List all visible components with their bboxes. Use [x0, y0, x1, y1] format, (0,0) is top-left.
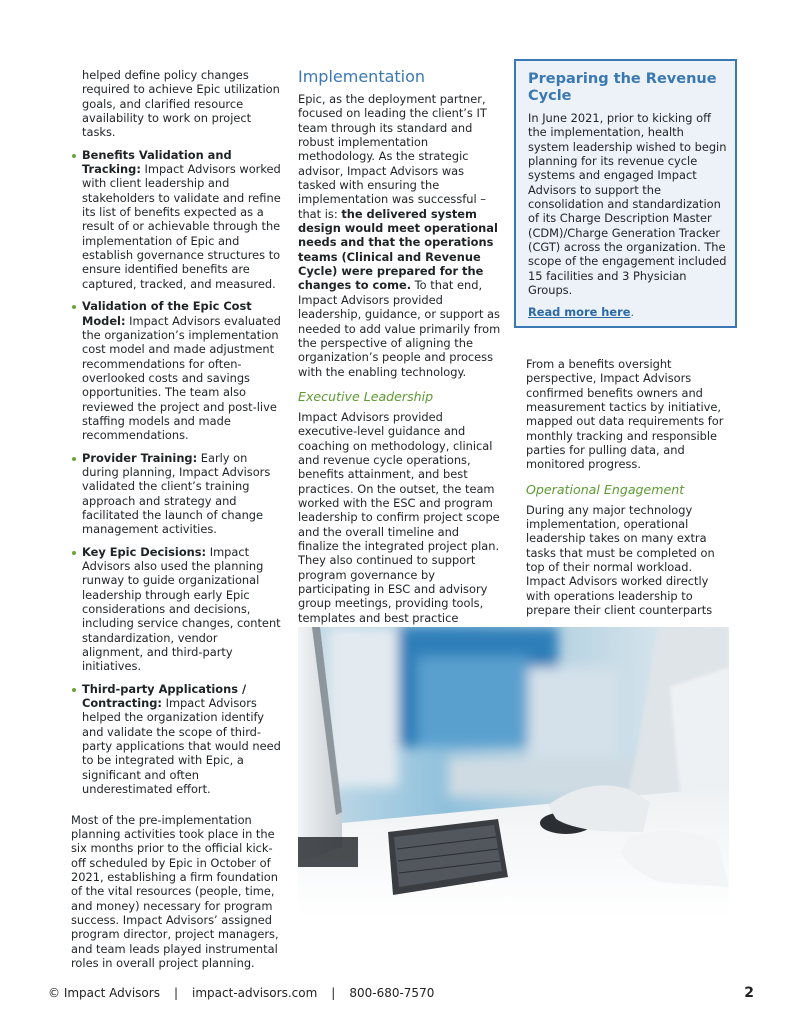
- operational-engagement-paragraph: During any major technology implementation, operational leadership takes on many extra tasks that must be completed on top of their normal workload. Impact Advisors worked directly with operations leadership to prepare their client counterparts: [526, 502, 715, 618]
- lab-computer-photo: [298, 627, 729, 917]
- page-number: 2: [744, 985, 754, 1001]
- benefits-oversight-paragraph: From a benefits oversight perspective, Impact Advisors confirmed benefits owners and measurement tactics by initiative, mapped out data requirements for monthly tracking and responsible parties for pulling data, and monitored progress.: [526, 357, 724, 472]
- right-column: [526, 357, 734, 618]
- footer-website: impact-advisors.com: [192, 986, 318, 1000]
- executive-leadership-paragraph: Impact Advisors provided executive-level guidance and coaching on methodology, clinical and revenue cycle operations, benefits attainment, and best practices. On the outset, the team worked with the ESC and program leadership to confirm project scope and the overall timeline and finalize the integrated project plan. They also continued to support program governance by participating in ESC and advisory group meetings, providing tools, templates and best practice: [298, 409, 500, 625]
- computer-keyboard-image: [298, 627, 729, 917]
- callout-title: Preparing the Revenue Cycle: [528, 71, 717, 104]
- read-more-link[interactable]: Read more here: [528, 305, 631, 320]
- implementation-heading: Implementation: [298, 67, 426, 86]
- footer-phone: 800-680-7570: [349, 986, 435, 1000]
- footer-separator: |: [331, 986, 336, 1000]
- footer-separator: |: [173, 986, 179, 1000]
- list-item: Key Epic Decisions: Impact Advisors also used the planning runway to guide organizational leadership through early Epic considerations and decisions, including service changes, content standardization, vendor alignment, and third-party initiatives.: [71, 545, 281, 674]
- revenue-cycle-callout: Preparing the Revenue Cycle In June 2021, prior to kicking off the implementation, health system leadership wished to begin planning for its revenue cycle systems and engaged Impact Advisors to support the consolidation and standardization of its Charge Description Master (CDM)/Charge Generation Tracker (CGT) across the organization. The scope of the engagement included 15 facilities and 3 Physician Groups. Read more here.: [514, 59, 737, 328]
- callout-body: In June 2021, prior to kicking off the implementation, health system leadership wished to begin planning for its revenue cycle systems and engaged Impact Advisors to support the consolidation and standardization of its Charge Description Master (CDM)/Charge Generation Tracker (CGT) across the organization. The scope of the engagement included 15 facilities and 3 Physician Groups.: [528, 111, 727, 298]
- closing-paragraph: Most of the pre-implementation planning activities took place in the six months prior to the official kick-off scheduled by Epic in October of 2021, establishing a firm foundation of the vital resources (people, time, and money) necessary for program success. Impact Advisors’ assigned program director, project managers, and team leads played instrumental roles in overall project planning.: [71, 812, 279, 970]
- list-item: Validation of the Epic Cost Model: Impact Advisors evaluated the organization’s implementation cost model and made adjustment recommendations for often-overlooked costs and savings opportunities. The team also reviewed the project and post-live staffing models and made recommendations.: [71, 299, 281, 442]
- footer-copyright: © Impact Advisors: [48, 986, 160, 1000]
- planning-activities-list: [71, 148, 281, 797]
- page-footer: [48, 985, 754, 1001]
- operational-engagement-heading: Operational Engagement: [526, 481, 685, 497]
- left-column: [71, 68, 281, 970]
- list-item: Third-party Applications / Contracting: Impact Advisors helped the organization identify and validate the scope of third-party applications that would need to be integrated with Epic, a significant and often underestimated effort.: [71, 682, 281, 797]
- middle-column: [298, 68, 503, 668]
- executive-leadership-heading: Executive Leadership: [298, 388, 434, 404]
- list-item: Provider Training: Early on during planning, Impact Advisors validated the client’s training approach and strategy and facilitated the launch of change management activities.: [71, 451, 281, 537]
- implementation-paragraph: Epic, as the deployment partner, focused on leading the client’s IT team through its standard and robust implementation methodology. As the strategic advisor, Impact Advisors was tasked with ensuring the implementation was successful – that is: the delivered system design would meet operational needs and that the operations teams (Clinical and Revenue Cycle) were prepared for the changes to come. To that end, Impact Advisors provided leadership, guidance, or support as needed to add value primarily from the perspective of aligning the organization’s people and process with the enabling technology.: [298, 92, 501, 379]
- list-item: Benefits Validation and Tracking: Impact Advisors worked with client leadership and stakeholders to validate and refine its list of benefits expected as a result of or achievable through the implementation of Epic and establish governance structures to ensure identified benefits are captured, tracked, and measured.: [71, 148, 281, 291]
- intro-continuation: helped define policy changes required to achieve Epic utilization goals, and clarified resource availability to work on project tasks.: [82, 68, 280, 140]
